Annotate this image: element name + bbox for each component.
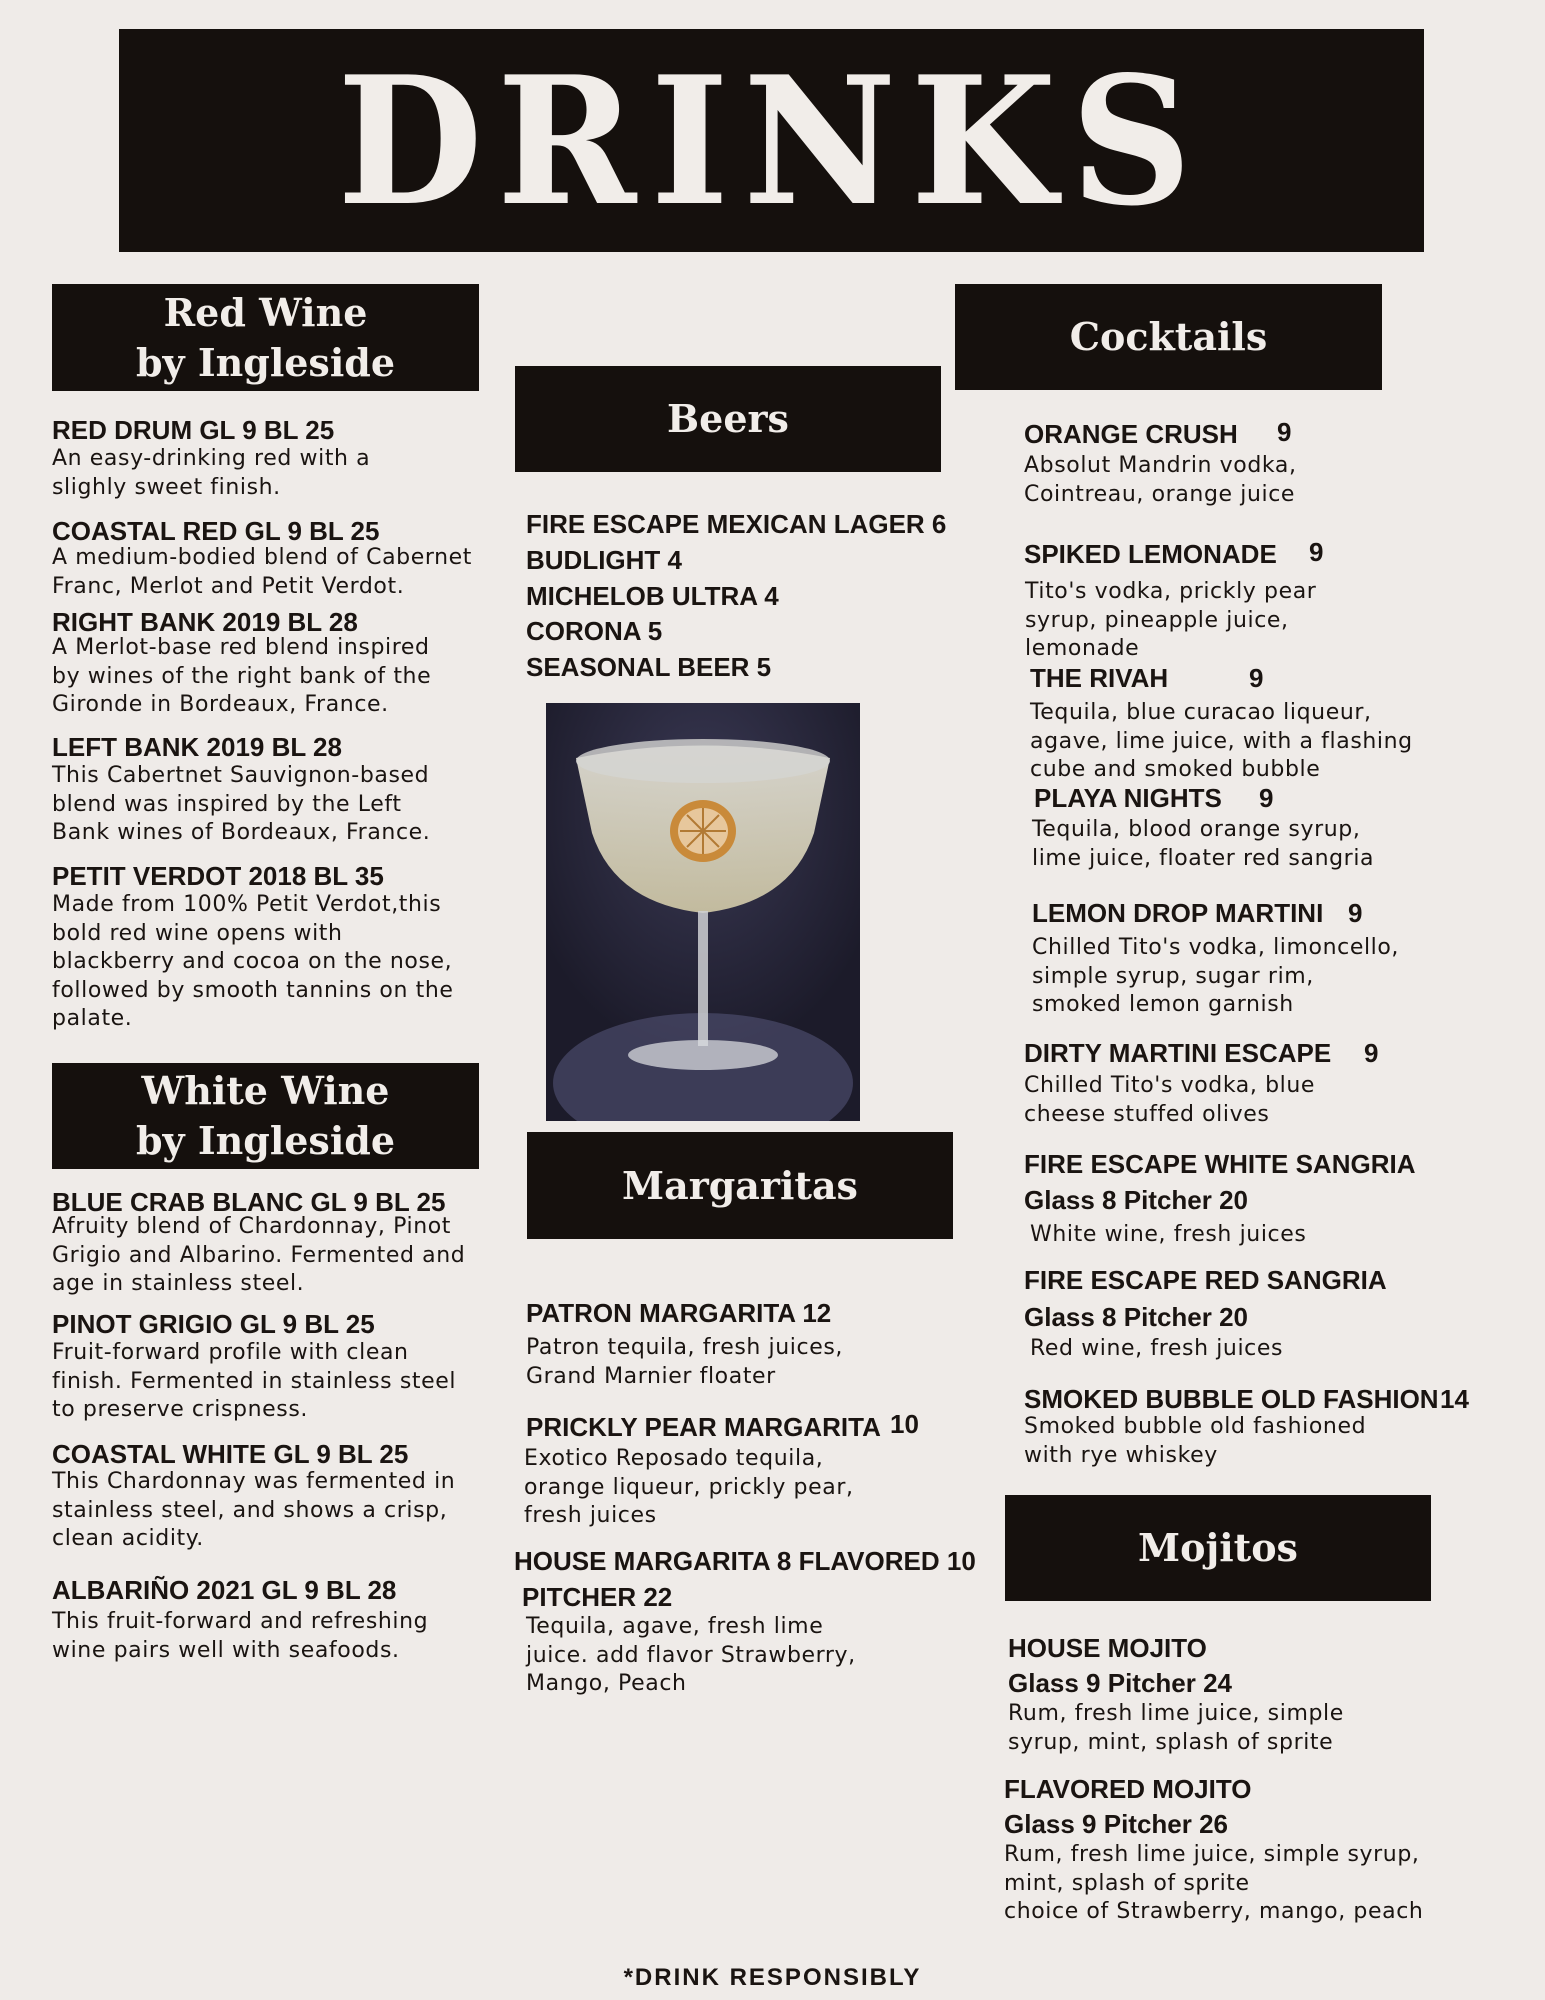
red-wine-item-name: RIGHT BANK 2019 BL 28	[52, 607, 358, 637]
white-wine-item-name: PINOT GRIGIO GL 9 BL 25	[52, 1309, 375, 1339]
red-wine-item-desc: This Cabertnet Sauvignon-based blend was inspired by the Left Bank wines of Bordeaux, France.	[52, 763, 431, 845]
cocktail-item-desc: Chilled Tito's vodka, limoncello, simple syrup, sugar rim, smoked lemon garnish	[1032, 935, 1400, 1017]
margarita-item-name: PATRON MARGARITA 12	[526, 1298, 832, 1328]
cocktail-item-desc: Tequila, blue curacao liqueur, agave, lime juice, with a flashing cube and smoked bubble	[1030, 700, 1413, 782]
mojito-item-prices: Glass 9 Pitcher 24	[1008, 1668, 1233, 1698]
cocktail-photo	[546, 703, 860, 1121]
white-wine-item-desc: This fruit-forward and refreshing wine pairs well with seafoods.	[52, 1609, 429, 1663]
cocktail-item-name: PLAYA NIGHTS	[1034, 783, 1222, 813]
cocktail-item-desc: Tequila, blood orange syrup, lime juice, floater red sangria	[1032, 817, 1375, 871]
margaritas-header	[527, 1132, 953, 1239]
white-wine-item-desc: Afruity blend of Chardonnay, Pinot Grigio and Albarino. Fermented and age in stainless steel.	[52, 1214, 466, 1296]
margarita-item-price: 10	[890, 1409, 919, 1439]
title-banner	[119, 29, 1424, 252]
cocktail-item-desc: Smoked bubble old fashioned with rye whiskey	[1024, 1414, 1367, 1468]
cocktail-glass-icon	[546, 703, 860, 1121]
beer-item: BUDLIGHT 4	[526, 545, 682, 575]
red-wine-item-name: LEFT BANK 2019 BL 28	[52, 732, 342, 762]
cocktail-item-name: FIRE ESCAPE WHITE SANGRIA	[1024, 1149, 1416, 1179]
red-wine-header	[52, 284, 479, 391]
cocktails-header	[955, 284, 1382, 390]
margarita-item-desc: Exotico Reposado tequila, orange liqueur, prickly pear, fresh juices	[524, 1446, 854, 1528]
page-title: DRINKS	[337, 36, 1206, 245]
cocktail-item-price: 9	[1259, 783, 1274, 813]
cocktail-item-desc: Red wine, fresh juices	[1030, 1336, 1284, 1361]
red-wine-item-desc: A Merlot-base red blend inspired by wines of the right bank of the Gironde in Bordeaux, France.	[52, 635, 432, 717]
white-wine-heading: White Wine by Ingleside	[135, 1068, 396, 1163]
mojito-item-desc: Rum, fresh lime juice, simple syrup, mint, splash of sprite	[1008, 1701, 1344, 1755]
cocktail-item-desc: White wine, fresh juices	[1030, 1222, 1307, 1247]
cocktail-item-price: 9	[1309, 537, 1324, 567]
cocktail-item-prices: Glass 8 Pitcher 20	[1024, 1185, 1249, 1215]
beer-item: FIRE ESCAPE MEXICAN LAGER 6	[526, 509, 947, 539]
beer-item: MICHELOB ULTRA 4	[526, 581, 779, 611]
cocktail-item-desc: Chilled Tito's vodka, blue cheese stuffed olives	[1024, 1073, 1316, 1127]
margarita-item-name: PRICKLY PEAR MARGARITA	[526, 1412, 881, 1442]
mojitos-heading: Mojitos	[1138, 1525, 1298, 1570]
mojito-item-desc: Rum, fresh lime juice, simple syrup, mint, splash of sprite choice of Strawberry, mango, peach	[1004, 1842, 1424, 1924]
cocktail-item-desc: Absolut Mandrin vodka, Cointreau, orange juice	[1024, 453, 1297, 507]
cocktail-item-price: 9	[1277, 417, 1292, 447]
cocktail-item-prices: Glass 8 Pitcher 20	[1024, 1302, 1249, 1332]
mojito-item-name: HOUSE MOJITO	[1008, 1633, 1207, 1663]
cocktail-item-price: 9	[1364, 1038, 1379, 1068]
white-wine-item-name: BLUE CRAB BLANC GL 9 BL 25	[52, 1187, 446, 1217]
red-wine-heading: Red Wine by Ingleside	[135, 289, 396, 385]
beers-header	[515, 366, 941, 472]
red-wine-item-name: PETIT VERDOT 2018 BL 35	[52, 861, 384, 891]
cocktail-item-name: SMOKED BUBBLE OLD FASHION	[1024, 1384, 1439, 1414]
white-wine-item-desc: This Chardonnay was fermented in stainless steel, and shows a crisp, clean acidity.	[52, 1469, 456, 1551]
red-wine-item-desc: A medium-bodied blend of Cabernet Franc, Merlot and Petit Verdot.	[52, 545, 473, 599]
mojito-item-name: FLAVORED MOJITO	[1004, 1774, 1252, 1804]
beer-item: CORONA 5	[526, 616, 663, 646]
cocktail-item-name: ORANGE CRUSH	[1024, 419, 1238, 449]
red-wine-item-desc: Made from 100% Petit Verdot,this bold red wine opens with blackberry and cocoa on the nose, followed by smooth tannins on the palate.	[52, 892, 454, 1031]
red-wine-item-name: COASTAL RED GL 9 BL 25	[52, 516, 380, 546]
cocktail-item-name: FIRE ESCAPE RED SANGRIA	[1024, 1265, 1387, 1295]
beers-heading: Beers	[667, 396, 789, 441]
cocktail-item-name: LEMON DROP MARTINI	[1032, 898, 1324, 928]
margarita-item-desc: Patron tequila, fresh juices, Grand Marnier floater	[526, 1335, 843, 1389]
cocktail-item-price: 9	[1348, 898, 1363, 928]
red-wine-item-name: RED DRUM GL 9 BL 25	[52, 415, 335, 445]
white-wine-header	[52, 1063, 479, 1169]
margarita-item-name: HOUSE MARGARITA 8 FLAVORED 10	[514, 1546, 976, 1576]
margarita-item-pitcher: PITCHER 22	[522, 1582, 673, 1612]
red-wine-item-desc: An easy-drinking red with a slighly sweet finish.	[52, 446, 371, 500]
mojitos-header	[1005, 1495, 1431, 1601]
cocktail-item-price: 14	[1440, 1384, 1469, 1414]
cocktail-item-name: SPIKED LEMONADE	[1024, 539, 1277, 569]
cocktails-heading: Cocktails	[1069, 314, 1268, 359]
beer-item: SEASONAL BEER 5	[526, 652, 772, 682]
margaritas-heading: Margaritas	[622, 1162, 858, 1208]
margarita-item-desc: Tequila, agave, fresh lime juice. add flavor Strawberry, Mango, Peach	[526, 1614, 856, 1696]
cocktail-item-desc: Tito's vodka, prickly pear syrup, pineapple juice, lemonade	[1025, 579, 1317, 661]
cocktail-item-name: THE RIVAH	[1030, 663, 1169, 693]
footer-note: *DRINK RESPONSIBLY	[623, 1964, 922, 1991]
white-wine-item-name: COASTAL WHITE GL 9 BL 25	[52, 1439, 409, 1469]
cocktail-item-name: DIRTY MARTINI ESCAPE	[1024, 1038, 1332, 1068]
white-wine-item-desc: Fruit-forward profile with clean finish. Fermented in stainless steel to preserve crispness.	[52, 1340, 457, 1422]
cocktail-item-price: 9	[1249, 663, 1264, 693]
white-wine-item-name: ALBARIÑO 2021 GL 9 BL 28	[52, 1575, 397, 1605]
mojito-item-prices: Glass 9 Pitcher 26	[1004, 1809, 1229, 1839]
